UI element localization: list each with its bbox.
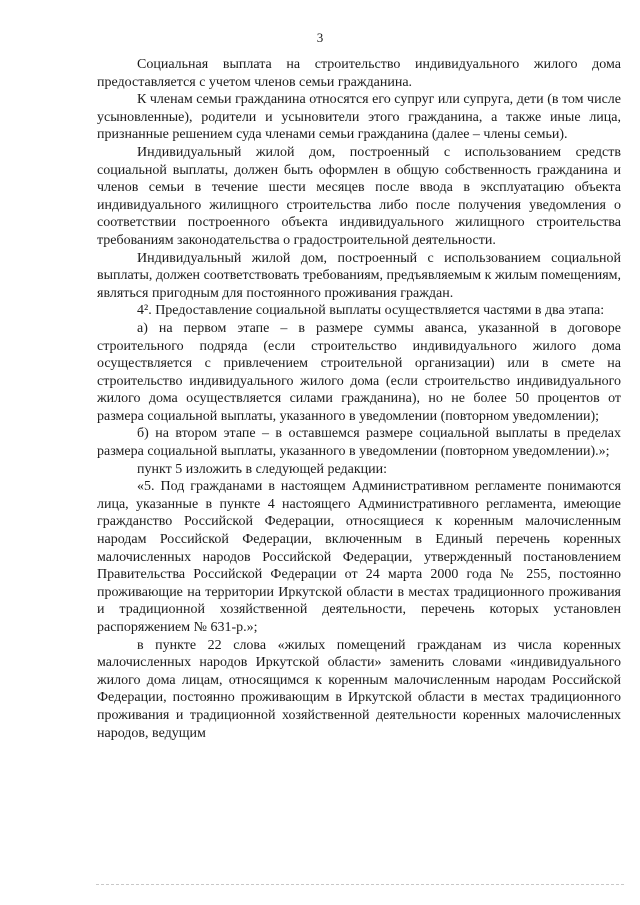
- paragraph-family-members: К членам семьи гражданина относятся его супруг или супруга, дети (в том числе усыновленные), родители и усыновители этого гражданина, а также иные лица, признанные решением суда членами семьи гражданина (далее – члены семьи).: [97, 92, 621, 143]
- paragraph-social-payment: Социальная выплата на строительство индивидуального жилого дома предоставляется с учетом членов семьи гражданина.: [97, 57, 621, 90]
- footer-divider: [96, 884, 624, 885]
- paragraph-item-22: в пункте 22 слова «жилых помещений гражданам из числа коренных малочисленных народов Иркутской области» заменить словами «индивидуального жилого дома лицам, относящимся к коренным малочисленным народам Российской Федерации, постоянно проживающим в Иркутской области в местах традиционного проживания и традиционной хозяйственной деятельности коренных малочисленных народов, ведущим: [97, 637, 621, 741]
- page-number: 3: [316, 30, 324, 45]
- paragraph-item-5-intro: пункт 5 изложить в следующей редакции:: [137, 461, 387, 477]
- document-body: [97, 56, 621, 742]
- paragraph-stage-b: б) на втором этапе – в оставшемся размере социальной выплаты в пределах размера социальной выплаты, указанного в уведомлении (повторном уведомлении).»;: [97, 426, 621, 460]
- paragraph-payment-stages: 4². Предоставление социальной выплаты осуществляется частями в два этапа:: [137, 303, 605, 319]
- paragraph-stage-a: а) на первом этапе – в размере суммы аванса, указанной в договоре строительного подряда (если строительство индивидуального жилого дома осуществляется с привлечением строительной организации) или в смете на строительство индивидуального жилого дома (если строительство индивидуального жилого дома осуществляется силами гражданина), но не более 50 процентов от размера социальной выплаты, указанного в уведомлении (повторном уведомлении);: [97, 320, 621, 424]
- paragraph-item-5: «5. Под гражданами в настоящем Административном регламенте понимаются лица, указанные в пункте 4 настоящего Административного регламента, имеющие гражданство Российской Федерации, относящиеся к коренным малочисленным народам Российской Федерации, включенным в Единый перечень коренных малочисленных народов Российской Федерации, утвержденный постановлением Правительства Российской Федерации от 24 марта 2000 года № 255, постоянно проживающие на территории Иркутской области в местах традиционного проживания и традиционной хозяйственной деятельности, перечень которых установлен распоряжением № 631-р.»;: [97, 479, 621, 635]
- paragraph-ownership: Индивидуальный жилой дом, построенный с использованием средств социальной выплаты, должен быть оформлен в общую собственность гражданина и членов семьи в течение шести месяцев после ввода в эксплуатацию объекта индивидуального жилищного строительства либо после получения уведомления о соответствии построенного объекта индивидуального жилищного строительства требованиям законодательства о градостроительной деятельности.: [97, 144, 621, 248]
- paragraph-suitability: Индивидуальный жилой дом, построенный с использованием социальной выплаты, должен соответствовать требованиям, предъявляемым к жилым помещениям, являться пригодным для постоянного проживания граждан.: [97, 250, 621, 301]
